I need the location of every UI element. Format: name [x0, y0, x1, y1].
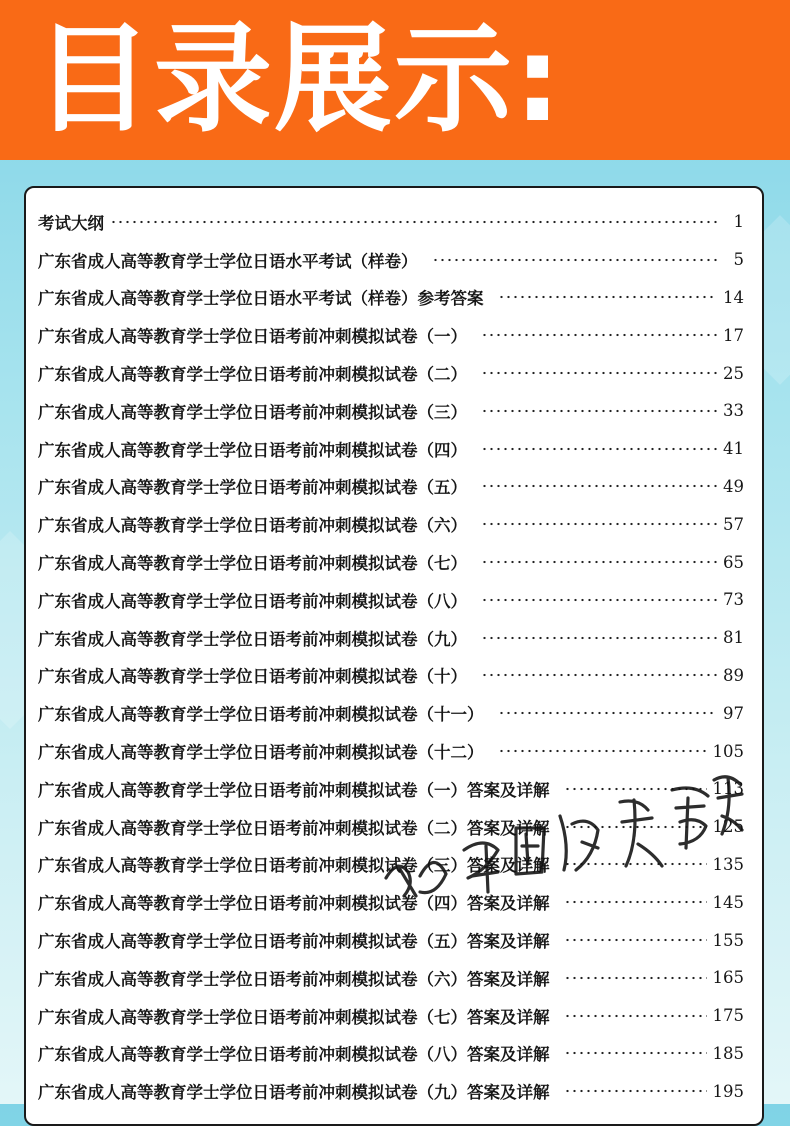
dot-leader: [110, 220, 718, 224]
toc-entry: [38, 203, 744, 241]
toc-entry: [38, 505, 744, 543]
toc-entry: [38, 694, 744, 732]
dot-leader: [564, 900, 707, 904]
toc-entry-title: 广东省成人高等教育学士学位日语水平考试（样卷）参考答案: [38, 289, 484, 309]
toc-entry-page: 57: [723, 514, 744, 534]
dot-leader: [564, 862, 707, 866]
dot-leader: [481, 560, 717, 564]
toc-entry: [38, 581, 744, 619]
toc-entry: [38, 1072, 744, 1110]
dot-leader: [564, 1051, 707, 1055]
toc-entry-page: 97: [723, 703, 744, 723]
toc-entry-title: 广东省成人高等教育学士学位日语考前冲刺模拟试卷（二）: [38, 365, 467, 385]
header-banner: [0, 0, 790, 160]
toc-entry-page: 145: [712, 892, 744, 912]
dot-leader: [432, 258, 719, 262]
dot-leader: [481, 409, 717, 413]
toc-entry-page: 155: [712, 930, 744, 950]
toc-entry-page: 25: [723, 363, 744, 383]
toc-entry: [38, 770, 744, 808]
page-title: 目录展示:: [34, 10, 564, 148]
toc-entry-title: 广东省成人高等教育学士学位日语考前冲刺模拟试卷（四）答案及详解: [38, 894, 550, 914]
dot-leader: [481, 371, 717, 375]
toc-entry: [38, 921, 744, 959]
dot-leader: [481, 598, 717, 602]
toc-entry-title: 广东省成人高等教育学士学位日语考前冲刺模拟试卷（七）答案及详解: [38, 1007, 550, 1027]
toc-entry-page: 73: [723, 590, 744, 610]
toc-entry: [38, 316, 744, 354]
toc-entry-page: 165: [712, 968, 744, 988]
toc-entry-page: 1: [733, 212, 744, 232]
toc-entry: [38, 657, 744, 695]
toc-entry: [38, 543, 744, 581]
dot-leader: [564, 976, 707, 980]
toc-entry: [38, 354, 744, 392]
toc-entry-title: 广东省成人高等教育学士学位日语水平考试（样卷）: [38, 251, 418, 271]
toc-entry-title: 广东省成人高等教育学士学位日语考前冲刺模拟试卷（八）答案及详解: [38, 1045, 550, 1065]
toc-entry-page: 185: [712, 1043, 744, 1063]
toc-entry-title: 广东省成人高等教育学士学位日语考前冲刺模拟试卷（三）: [38, 402, 467, 422]
toc-entry-title: 广东省成人高等教育学士学位日语考前冲刺模拟试卷（十）: [38, 667, 467, 687]
dot-leader: [564, 825, 707, 829]
toc-entry: [38, 430, 744, 468]
toc-entry-page: 81: [723, 628, 744, 648]
toc-entry-page: 41: [723, 439, 744, 459]
toc-entry: [38, 846, 744, 884]
toc-entry-title: 广东省成人高等教育学士学位日语考前冲刺模拟试卷（五）答案及详解: [38, 932, 550, 952]
toc-entry-title: 广东省成人高等教育学士学位日语考前冲刺模拟试卷（十二）: [38, 743, 484, 763]
toc-entry-page: 49: [723, 476, 744, 496]
dot-leader: [498, 749, 707, 753]
dot-leader: [564, 1089, 707, 1093]
toc-entry-title: 广东省成人高等教育学士学位日语考前冲刺模拟试卷（四）: [38, 440, 467, 460]
toc-entry-title: 广东省成人高等教育学士学位日语考前冲刺模拟试卷（九）答案及详解: [38, 1083, 550, 1103]
toc-entry-page: 113: [712, 779, 744, 799]
dot-leader: [564, 938, 707, 942]
toc-entry-title: 广东省成人高等教育学士学位日语考前冲刺模拟试卷（二）答案及详解: [38, 818, 550, 838]
toc-entry-title: 广东省成人高等教育学士学位日语考前冲刺模拟试卷（三）答案及详解: [38, 856, 550, 876]
toc-entry-page: 135: [712, 854, 744, 874]
toc-entry-title: 广东省成人高等教育学士学位日语考前冲刺模拟试卷（六）: [38, 516, 467, 536]
toc-entry: [38, 732, 744, 770]
dot-leader: [481, 484, 717, 488]
toc-entry: [38, 1035, 744, 1073]
toc-list: [38, 203, 744, 1110]
toc-entry-title: 广东省成人高等教育学士学位日语考前冲刺模拟试卷（五）: [38, 478, 467, 498]
dot-leader: [481, 447, 717, 451]
toc-card: [24, 186, 764, 1126]
dot-leader: [564, 787, 707, 791]
toc-entry: [38, 619, 744, 657]
toc-entry-page: 175: [712, 1006, 744, 1026]
toc-entry-title: 考试大纲: [38, 213, 104, 233]
dot-leader: [498, 295, 718, 299]
toc-entry-page: 125: [712, 817, 744, 837]
toc-entry-page: 89: [723, 665, 744, 685]
toc-entry-title: 广东省成人高等教育学士学位日语考前冲刺模拟试卷（八）: [38, 591, 467, 611]
toc-entry: [38, 883, 744, 921]
toc-entry: [38, 997, 744, 1035]
dot-leader: [498, 711, 718, 715]
toc-entry-title: 广东省成人高等教育学士学位日语考前冲刺模拟试卷（六）答案及详解: [38, 969, 550, 989]
toc-entry-page: 65: [723, 552, 744, 572]
toc-entry-page: 33: [723, 401, 744, 421]
toc-entry: [38, 241, 744, 279]
toc-entry: [38, 959, 744, 997]
dot-leader: [481, 522, 717, 526]
toc-entry-page: 105: [712, 741, 744, 761]
toc-entry-title: 广东省成人高等教育学士学位日语考前冲刺模拟试卷（十一）: [38, 705, 484, 725]
dot-leader: [564, 1014, 707, 1018]
dot-leader: [481, 636, 717, 640]
dot-leader: [481, 333, 717, 337]
toc-entry-page: 5: [733, 250, 744, 270]
toc-entry: [38, 468, 744, 506]
toc-entry: [38, 808, 744, 846]
toc-entry: [38, 279, 744, 317]
dot-leader: [481, 673, 717, 677]
toc-entry-page: 17: [723, 325, 744, 345]
toc-entry-page: 195: [712, 1081, 744, 1101]
toc-entry-title: 广东省成人高等教育学士学位日语考前冲刺模拟试卷（七）: [38, 554, 467, 574]
toc-entry-title: 广东省成人高等教育学士学位日语考前冲刺模拟试卷（九）: [38, 629, 467, 649]
toc-entry-title: 广东省成人高等教育学士学位日语考前冲刺模拟试卷（一）答案及详解: [38, 780, 550, 800]
toc-entry-title: 广东省成人高等教育学士学位日语考前冲刺模拟试卷（一）: [38, 327, 467, 347]
toc-entry-page: 14: [723, 287, 744, 307]
toc-entry: [38, 392, 744, 430]
